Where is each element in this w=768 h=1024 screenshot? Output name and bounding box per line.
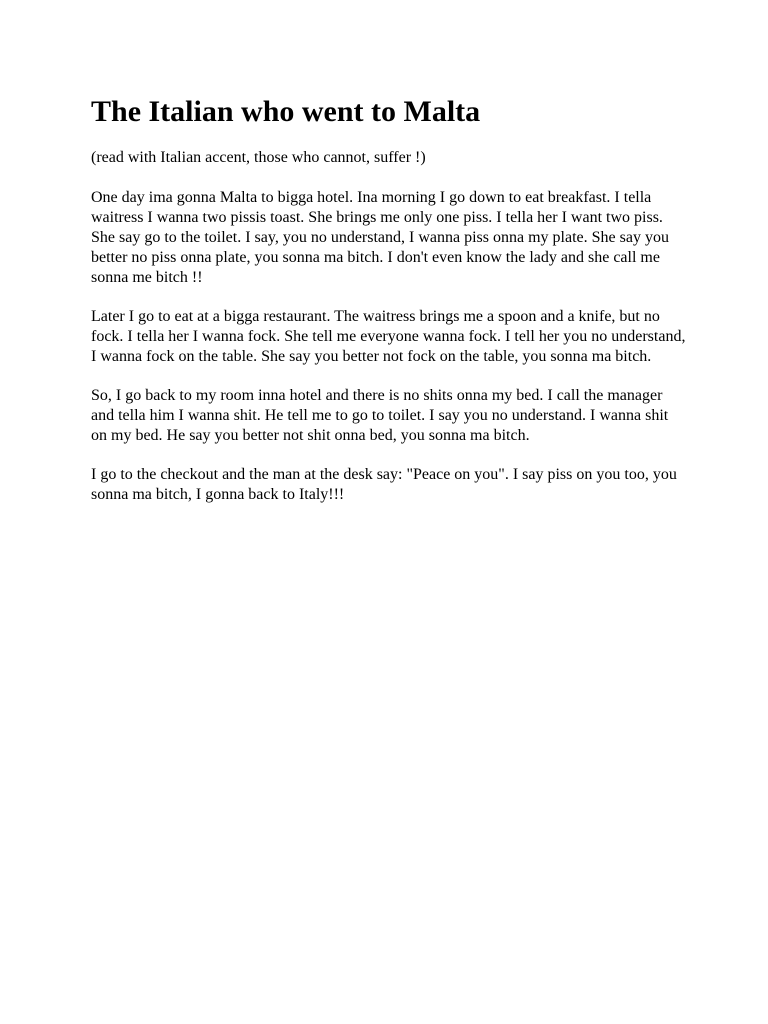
paragraph-3: So, I go back to my room inna hotel and there is no shits onna my bed. I call the manager and tella him I wanna shit. He tell me to go to toilet. I say you no understand. I wanna shit on my bed. He say you better not shit onna bed, you sonna ma bitch. xyxy=(91,387,669,444)
document-title: The Italian who went to Malta xyxy=(91,95,481,128)
document-page xyxy=(91,92,687,524)
paragraph-1: One day ima gonna Malta to bigga hotel. Ina morning I go down to eat breakfast. I tella waitress I wanna two pissis toast. She brings me only one piss. I tella her I want two piss. She say go to the toilet. I say, you no understand, I wanna piss onna my plate. She say you better no piss onna plate, you sonna ma bitch. I don't even know the lady and she call me sonna me bitch !! xyxy=(91,189,669,286)
paragraph-4: I go to the checkout and the man at the desk say: "Peace on you". I say piss on you too, you sonna ma bitch, I gonna back to Italy!!! xyxy=(91,466,677,503)
document-subtitle: (read with Italian accent, those who cannot, suffer !) xyxy=(91,149,426,166)
paragraph-2: Later I go to eat at a bigga restaurant. The waitress brings me a spoon and a knife, but no fock. I tella her I wanna fock. She tell me everyone wanna fock. I tell her you no understand, I wanna fock on the table. She say you better not fock on the table, you sonna ma bitch. xyxy=(91,308,686,365)
